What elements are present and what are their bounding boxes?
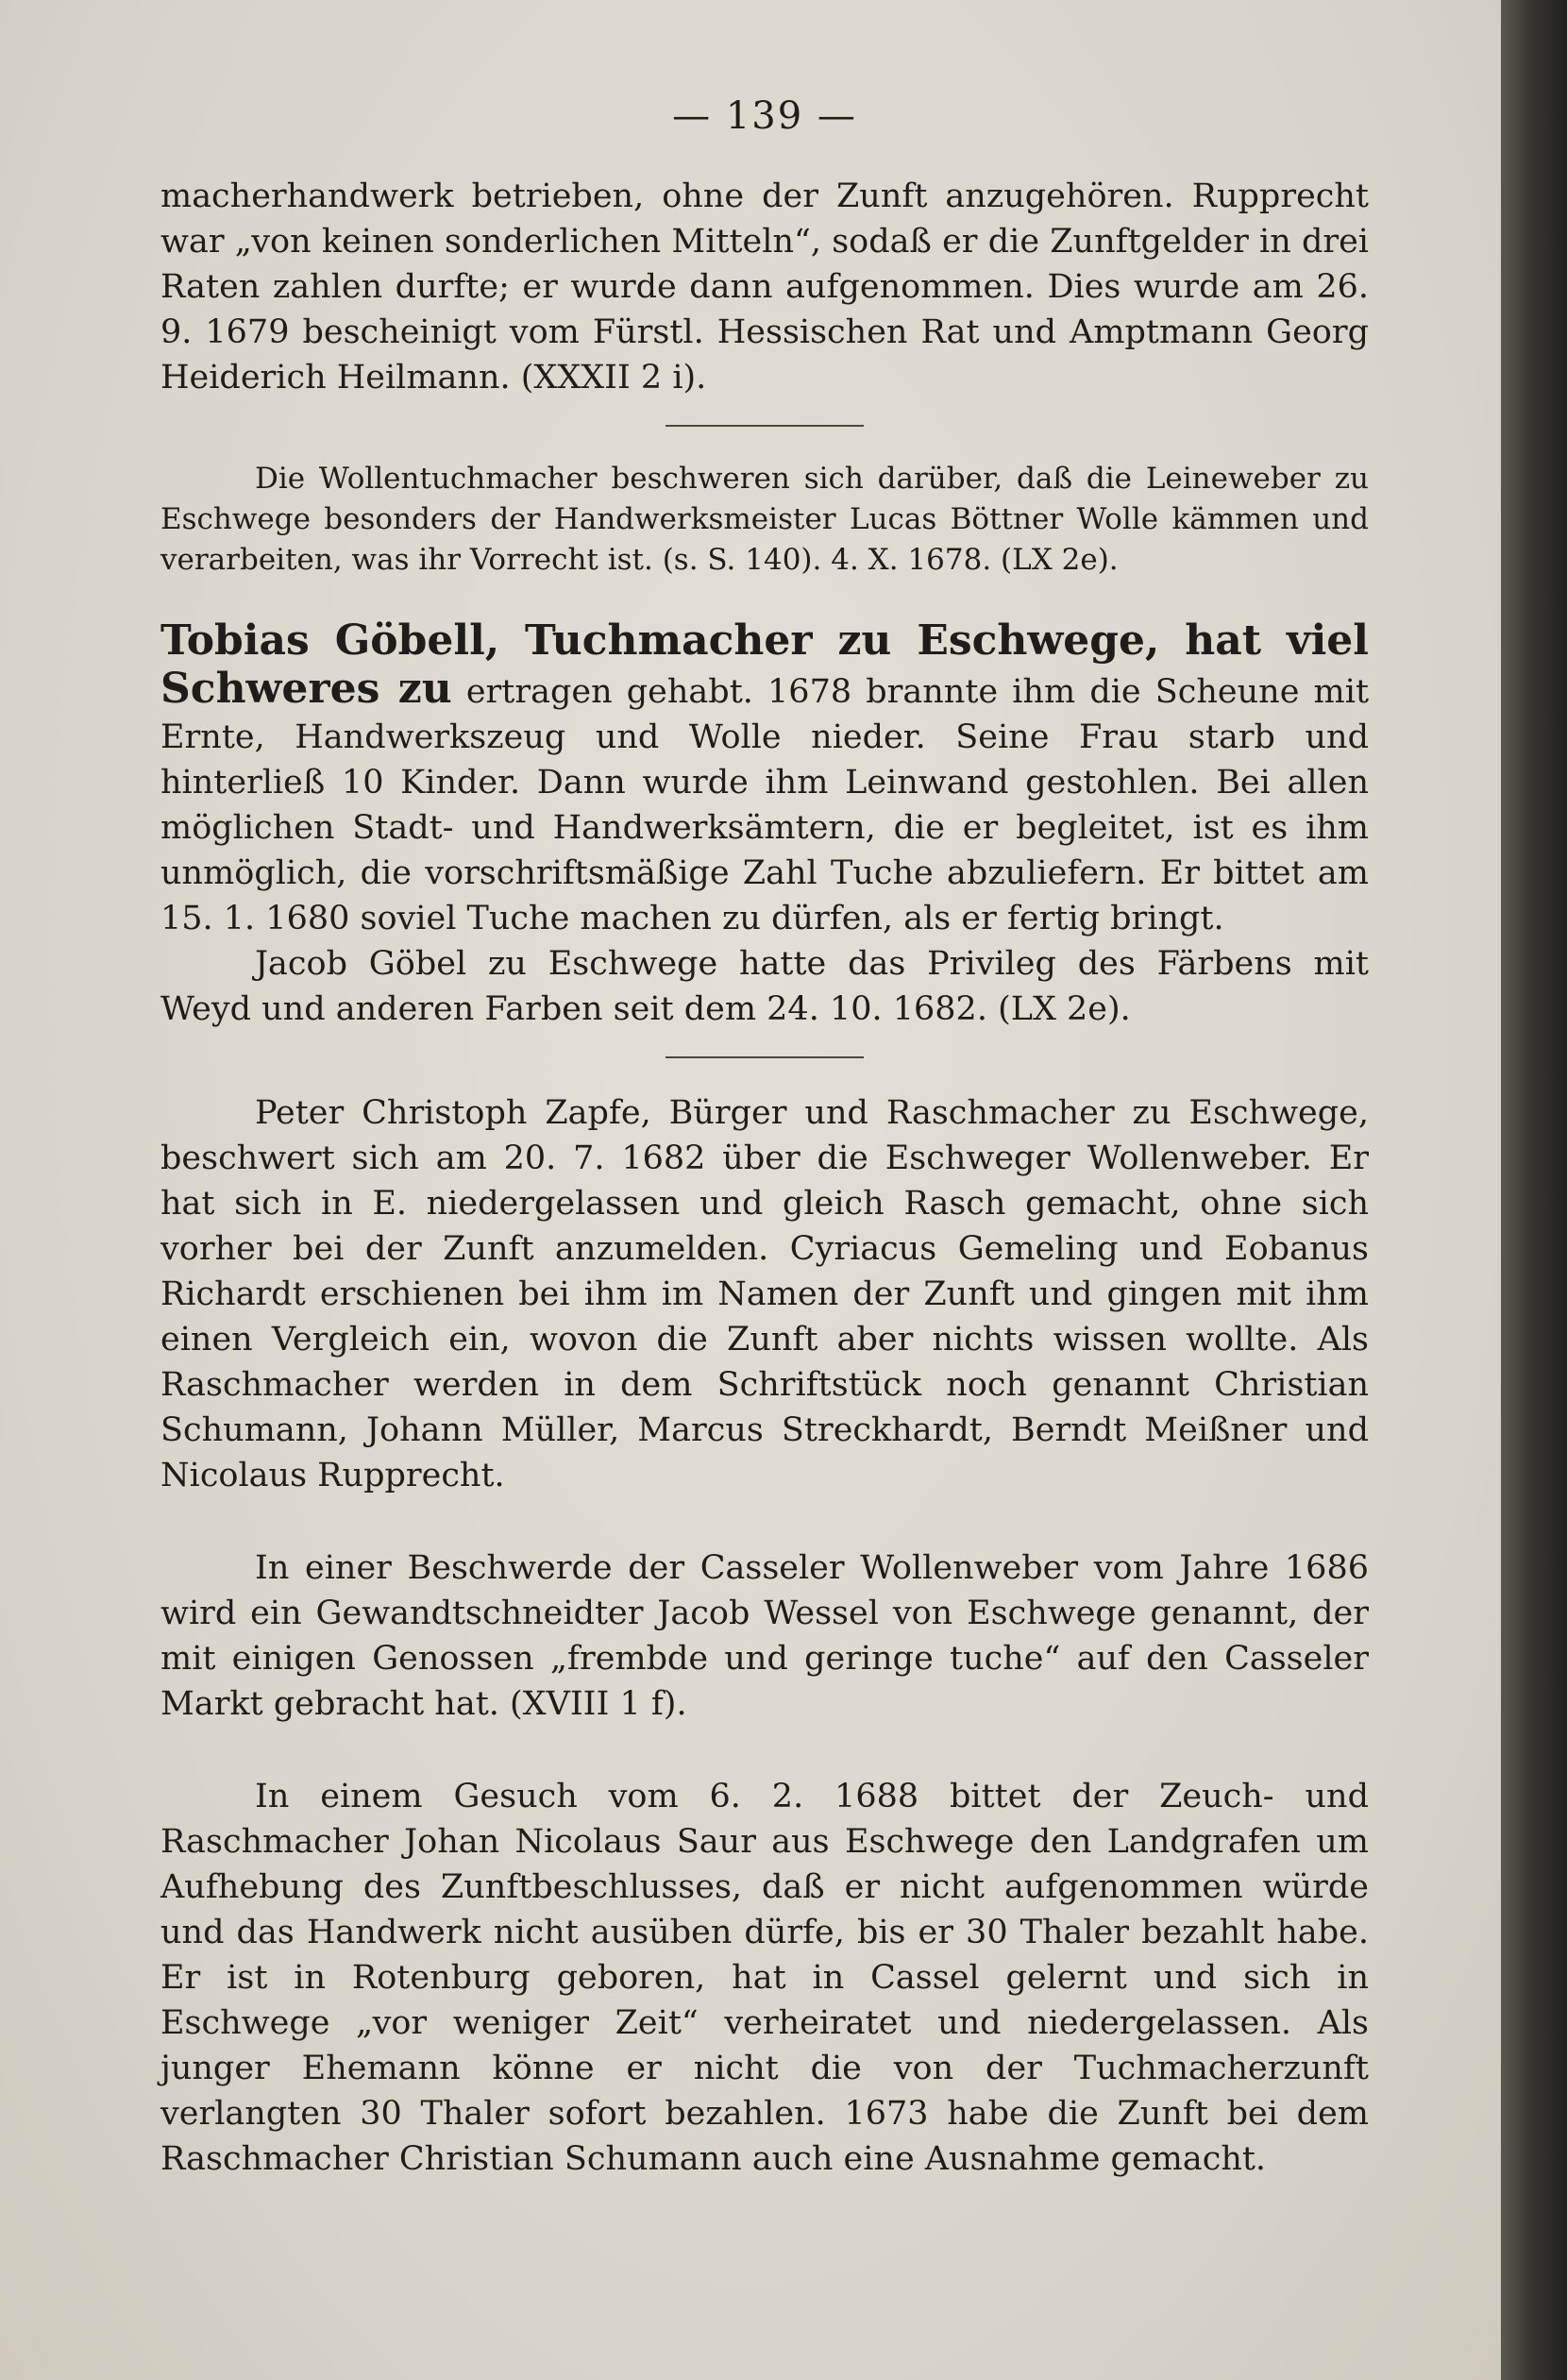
paragraph-zapfe: Peter Christoph Zapfe, Bürger und Raschmacher zu Eschwege, beschwert sich am 20. 7. 1682 über die Eschweger Wollenweber. Er hat sich in E. niedergelassen und gleich Rasch gemacht, ohne sich vorher bei der Zunft anzumelden. Cyriacus Gemeling und Eobanus Richardt erschienen bei ihm im Namen der Zunft und gingen mit ihm einen Vergleich ein, wovon die Zunft aber nichts wissen wollte. Als Raschmacher werden in dem Schriftstück noch genannt Christian Schumann, Johann Müller, Marcus Streckhardt, Berndt Meißner und Nicolaus Rupprecht. (160, 1094, 1369, 1494)
paragraph-saur: In einem Gesuch vom 6. 2. 1688 bittet der Zeuch- und Raschmacher Johan Nicolaus Saur aus Eschwege den Landgrafen um Aufhebung des Zunftbeschlusses, daß er nicht aufgenommen würde und das Handwerk nicht ausüben dürfe, bis er 30 Thaler bezahlt habe. Er ist in Rotenburg geboren, hat in Cassel gelernt und sich in Eschwege „vor weniger Zeit“ verheiratet und niedergelassen. Als junger Ehemann könne er nicht die von der Tuchmacherzunft verlangten 30 Thaler sofort bezahlen. 1673 habe die Zunft bei dem Raschmacher Christian Schumann auch eine Ausnahme gemacht. (160, 1778, 1369, 2178)
spacer (160, 1498, 1369, 1545)
section-divider (666, 1056, 864, 1058)
paragraph-goebell (160, 618, 1369, 941)
section-divider (666, 425, 864, 427)
paragraph-jacob-goebel: Jacob Göbel zu Eschwege hatte das Privileg des Färbens mit Weyd und anderen Farben seit dem 24. 10. 1682. (LX 2e). (160, 945, 1369, 1028)
paragraph-wessel: In einer Beschwerde der Casseler Wollenweber vom Jahre 1686 wird ein Gewandtschneidter Jacob Wessel von Eschwege genannt, der mit einigen Genossen „frembde und geringe tuche“ auf den Casseler Markt gebracht hat. (XVIII 1 f). (160, 1549, 1369, 1723)
spacer (160, 581, 1369, 618)
paragraph-wollentuchmacher: Die Wollentuchmacher beschweren sich darüber, daß die Leineweber zu Eschwege besonders der Handwerksmeister Lucas Böttner Wolle kämmen und verarbeiten, was ihr Vorrecht ist. (s. S. 140). 4. X. 1678. (LX 2e). (160, 462, 1369, 577)
text-block (160, 94, 1369, 2182)
paragraph-lead: Tobias Göbell, Tuchmacher zu Eschwege, hat viel Schweres zu (160, 616, 1369, 713)
paragraph-rest: ertragen gehabt. 1678 brannte ihm die Scheune mit Ernte, Handwerkszeug und Wolle nieder. Seine Frau starb und hinterließ 10 Kinder. Dann wurde ihm Leinwand gestohlen. Bei allen möglichen Stadt- und Handwerksämtern, die er begleitet, ist es ihm unmöglich, die vorschriftsmäßige Zahl Tuche abzuliefern. Er bittet am 15. 1. 1680 soviel Tuche machen zu dürfen, als er fertig bringt. (160, 673, 1370, 937)
book-spine (1501, 0, 1567, 2380)
page-number: — 139 — (672, 94, 857, 138)
spacer (160, 1727, 1369, 1774)
paragraph-rupprecht: macherhandwerk betrieben, ohne der Zunft anzugehören. Rupprecht war „von keinen sonderlichen Mitteln“, sodaß er die Zunftgelder in drei Raten zahlen durfte; er wurde dann aufgenommen. Dies wurde am 26. 9. 1679 bescheinigt vom Fürstl. Hessischen Rat und Amptmann Georg Heiderich Heilmann. (XXXII 2 i). (160, 177, 1369, 397)
